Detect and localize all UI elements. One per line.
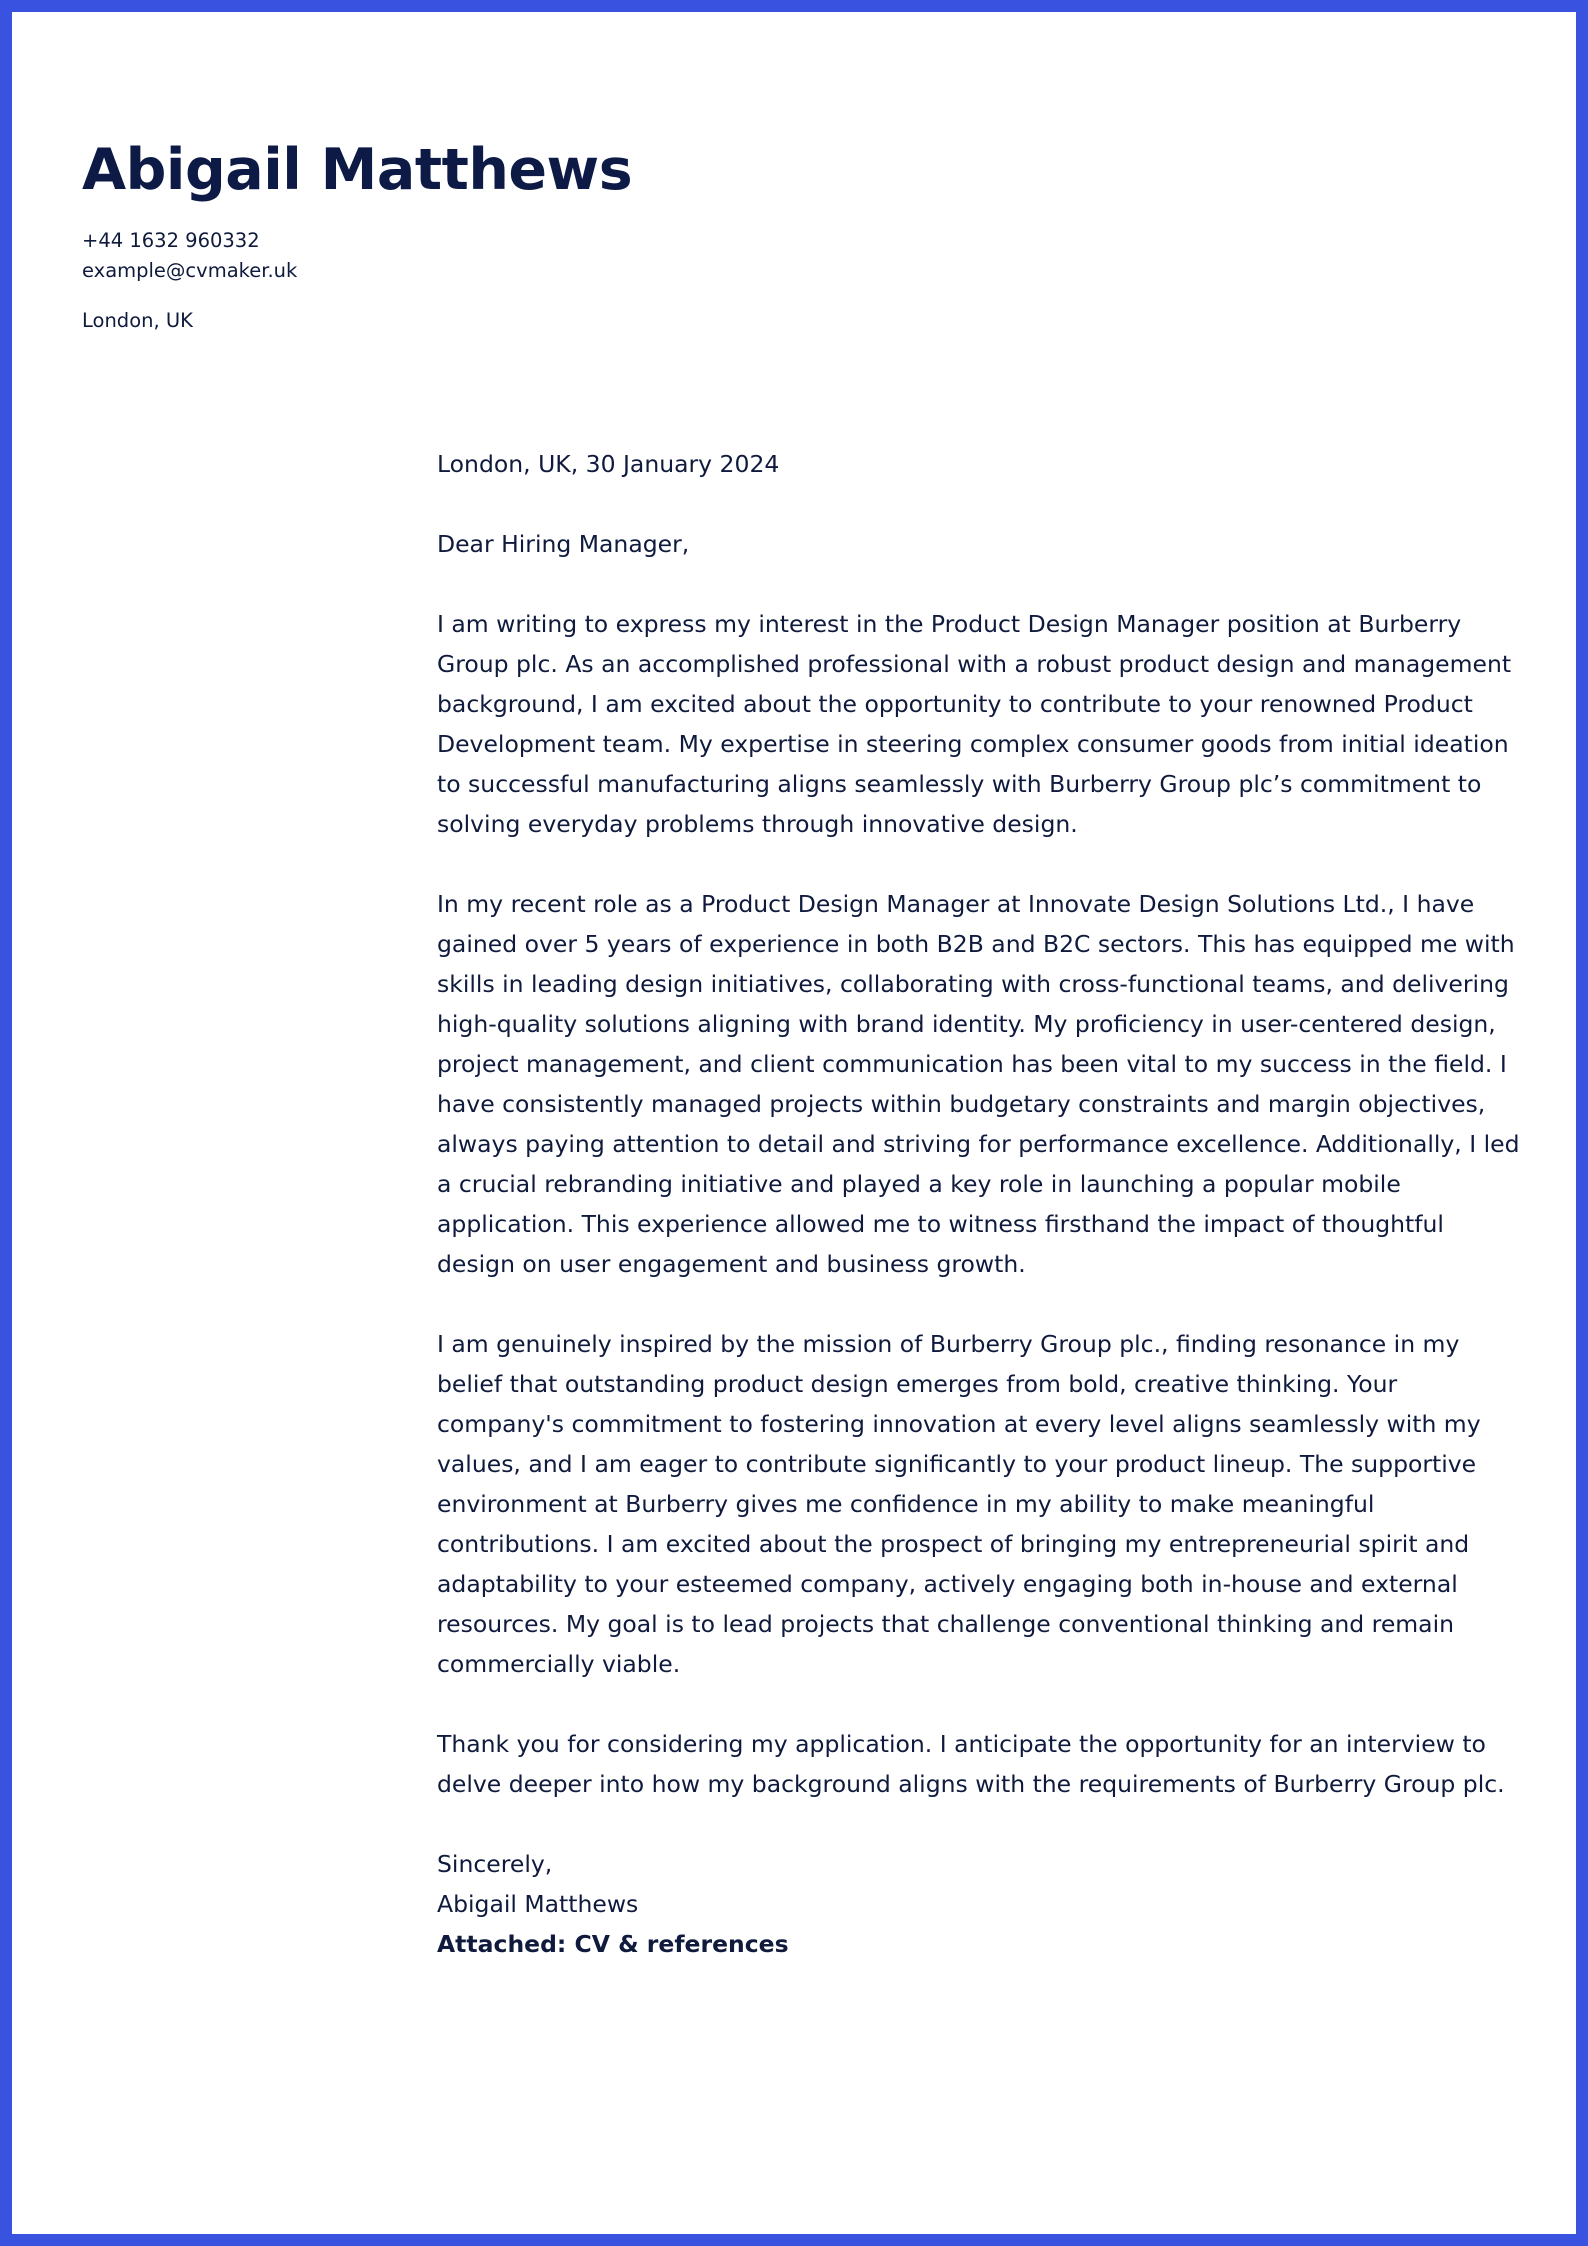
applicant-name: Abigail Matthews: [82, 137, 633, 203]
body-paragraph-3: I am genuinely inspired by the mission of Burberry Group plc., finding resonance in my belief that outstanding product design emerges from bold, creative thinking. Your company's commitment to fostering innovation at every level aligns seamlessly with my values, and I am eager to contribute significantly to your product lineup. The supportive environment at Burberry gives me confidence in my ability to make meaningful contributions. I am excited about the prospect of bringing my entrepreneurial spirit and adaptability to your esteemed company, actively engaging both in-house and external resources. My goal is to lead projects that challenge conventional thinking and remain commercially viable.: [437, 1330, 1481, 1678]
phone-number: +44 1632 960332: [82, 229, 260, 252]
letter-body: [437, 444, 1527, 1964]
email-address: example@cvmaker.uk: [82, 259, 298, 282]
body-paragraph-2: In my recent role as a Product Design Manager at Innovate Design Solutions Ltd., I have gained over 5 years of experience in both B2B and B2C sectors. This has equipped me with skills in leading design initiatives, collaborating with cross-functional teams, and delivering high-quality solutions aligning with brand identity. My proficiency in user-centered design, project management, and client communication has been vital to my success in the field. I have consistently managed projects within budgetary constraints and margin objectives, always paying attention to detail and striving for performance excellence. Additionally, I led a crucial rebranding initiative and played a key role in launching a popular mobile application. This experience allowed me to witness firsthand the impact of thoughtful design on user engagement and business growth.: [437, 890, 1520, 1278]
closing-phrase: Sincerely,: [437, 1850, 553, 1878]
body-paragraph-4: Thank you for considering my application. I anticipate the opportunity for an interview to delve deeper into how my background aligns with the requirements of Burberry Group plc.: [437, 1730, 1505, 1798]
letter-page: [12, 12, 1576, 2234]
body-paragraph-1: I am writing to express my interest in the Product Design Manager position at Burberry Group plc. As an accomplished professional with a robust product design and management background, I am excited about the opportunity to contribute to your renowned Product Development team. My expertise in steering complex consumer goods from initial ideation to successful manufacturing aligns seamlessly with Burberry Group plc’s commitment to solving everyday problems through innovative design.: [437, 610, 1512, 838]
signature-name: Abigail Matthews: [437, 1890, 639, 1918]
salutation: Dear Hiring Manager,: [437, 530, 690, 558]
closing-block: [437, 1844, 1527, 1964]
contact-block: [82, 226, 297, 336]
place-date: London, UK, 30 January 2024: [437, 450, 780, 478]
attachment-note: Attached: CV & references: [437, 1930, 789, 1958]
location: London, UK: [82, 309, 193, 332]
